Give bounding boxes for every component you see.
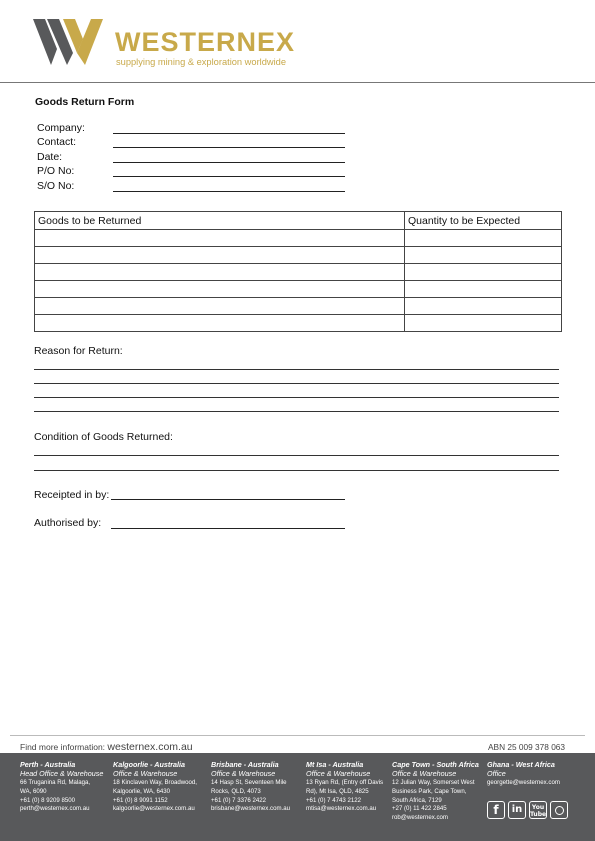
table-row	[35, 247, 562, 264]
office-phone: +61 (0) 8 9091 1152	[113, 796, 168, 804]
reason-line[interactable]	[34, 383, 559, 384]
po-number-label: P/O No:	[37, 165, 75, 177]
quantity-cell[interactable]	[405, 315, 562, 332]
authorised-label: Authorised by:	[34, 517, 102, 529]
footer-offices	[0, 753, 595, 841]
contact-field[interactable]	[113, 147, 345, 148]
date-label: Date:	[37, 151, 63, 163]
find-more-info	[20, 741, 193, 753]
condition-line[interactable]	[34, 470, 559, 471]
company-field[interactable]	[113, 133, 345, 134]
office-city: Ghana - West Africa	[487, 760, 555, 769]
office-role: Office & Warehouse	[392, 769, 457, 778]
receipted-field[interactable]	[111, 499, 345, 500]
condition-line[interactable]	[34, 455, 559, 456]
youtube-icon[interactable]	[529, 801, 547, 819]
reason-line[interactable]	[34, 397, 559, 398]
quantity-cell[interactable]	[405, 281, 562, 298]
office-address: 66 Truganina Rd, Malaga,	[20, 779, 91, 786]
condition-label: Condition of Goods Returned:	[34, 431, 173, 443]
office-email[interactable]: brisbane@westernex.com.au	[211, 805, 291, 813]
office-phone: +61 (0) 7 4743 2122	[306, 796, 362, 804]
office-address: 13 Ryan Rd, (Entry off Davis	[306, 779, 384, 786]
office-phone: +61 (0) 8 9209 8500	[20, 796, 76, 804]
office-address: WA, 6090	[20, 787, 47, 795]
goods-cell[interactable]	[35, 230, 405, 247]
so-number-label: S/O No:	[37, 180, 75, 192]
office-address: 18 Kinclaven Way, Broadwood,	[113, 779, 198, 786]
youtube-icon-bottom-text: Tube	[530, 811, 547, 818]
website-link[interactable]: westernex.com.au	[107, 741, 193, 753]
goods-cell[interactable]	[35, 264, 405, 281]
date-field[interactable]	[113, 162, 345, 163]
office-email[interactable]: rob@westernex.com	[392, 814, 448, 822]
office-address: Business Park, Cape Town,	[392, 787, 467, 795]
office-email[interactable]: mtisa@westernex.com.au	[306, 805, 377, 813]
quantity-cell[interactable]	[405, 298, 562, 315]
office-city: Cape Town - South Africa	[392, 760, 479, 769]
quantity-cell[interactable]	[405, 247, 562, 264]
office-address: 12 Julian Way, Somerset West	[392, 779, 475, 786]
reason-line[interactable]	[34, 411, 559, 412]
goods-cell[interactable]	[35, 247, 405, 264]
office-phone: +27 (0) 11 422 2845	[392, 805, 447, 813]
office-role: Office & Warehouse	[113, 769, 178, 778]
so-number-field[interactable]	[113, 191, 345, 192]
reason-line[interactable]	[34, 369, 559, 370]
reason-label: Reason for Return:	[34, 345, 123, 357]
footer-divider	[10, 735, 585, 736]
office-mt-isa	[306, 760, 383, 814]
instagram-icon[interactable]	[550, 801, 568, 819]
table-header-row	[35, 212, 562, 230]
contact-label: Contact:	[37, 136, 77, 148]
office-cape-town	[392, 760, 479, 823]
office-role: Office	[487, 769, 506, 778]
table-row	[35, 281, 562, 298]
office-email[interactable]: georgette@westernex.com	[487, 779, 560, 786]
table-row	[35, 298, 562, 315]
office-brisbane	[211, 760, 290, 814]
social-links	[487, 801, 568, 819]
find-more-label: Find more information:	[20, 742, 106, 752]
goods-cell[interactable]	[35, 315, 405, 332]
table-row	[35, 264, 562, 281]
office-address: Rocks, QLD, 4073	[211, 787, 261, 795]
office-city: Perth - Australia	[20, 760, 76, 769]
office-address: 14 Hasp St, Seventeen Mile	[211, 779, 287, 786]
company-label: Company:	[37, 122, 85, 134]
authorised-field[interactable]	[111, 528, 345, 529]
brand-name: WESTERNEX	[115, 27, 296, 57]
abn-number: ABN 25 009 378 063	[488, 742, 566, 752]
goods-column-header: Goods to be Returned	[35, 212, 405, 230]
office-email[interactable]: kalgoorlie@westernex.com.au	[113, 805, 195, 813]
office-role: Office & Warehouse	[306, 769, 371, 778]
linkedin-icon[interactable]: in	[508, 801, 526, 819]
office-email[interactable]: perth@westernex.com.au	[20, 805, 90, 813]
table-row	[35, 315, 562, 332]
header-divider	[0, 82, 595, 83]
office-city: Kalgoorlie - Australia	[113, 760, 186, 769]
goods-cell[interactable]	[35, 281, 405, 298]
goods-table	[34, 211, 562, 332]
quantity-cell[interactable]	[405, 230, 562, 247]
office-address: Kalgoorlie, WA, 6430	[113, 787, 171, 795]
instagram-lens	[555, 806, 564, 815]
table-row	[35, 230, 562, 247]
quantity-cell[interactable]	[405, 264, 562, 281]
westernex-logo-icon	[33, 19, 103, 65]
office-city: Mt Isa - Australia	[306, 760, 364, 769]
form-title: Goods Return Form	[35, 96, 135, 108]
office-city: Brisbane - Australia	[211, 760, 279, 769]
office-perth	[20, 760, 103, 814]
office-role: Office & Warehouse	[211, 769, 276, 778]
office-role: Head Office & Warehouse	[20, 769, 104, 778]
office-ghana	[487, 760, 560, 788]
office-address: Rd), Mt Isa, QLD, 4825	[306, 787, 369, 795]
quantity-column-header: Quantity to be Expected	[405, 212, 562, 230]
youtube-icon-top-text: You	[531, 804, 545, 811]
office-kalgoorlie	[113, 760, 197, 814]
office-address: South Africa, 7129	[392, 796, 442, 804]
po-number-field[interactable]	[113, 176, 345, 177]
goods-cell[interactable]	[35, 298, 405, 315]
facebook-icon[interactable]: f	[487, 801, 505, 819]
office-phone: +61 (0) 7 3376 2422	[211, 796, 267, 804]
brand-tagline: supplying mining & exploration worldwide	[116, 57, 287, 67]
receipted-label: Receipted in by:	[34, 489, 110, 501]
